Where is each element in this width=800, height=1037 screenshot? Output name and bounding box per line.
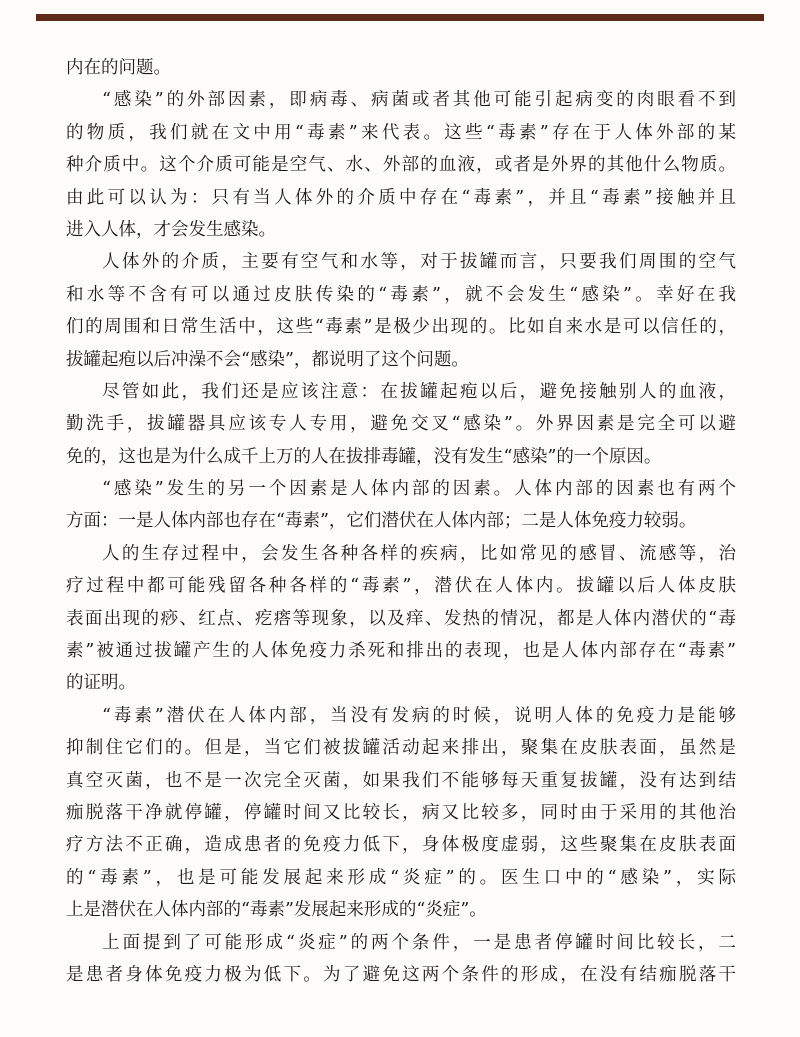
text-line: 的证明。: [66, 673, 136, 694]
text-line: 内在的问题。: [66, 58, 171, 78]
text-line: 表面出现的痧、红点、疙瘩等现象，以及痒、发热的情况，都是人体内潜伏的“毒: [66, 608, 736, 629]
text-line: 拔罐起疱以后冲澡不会“感染”，都说明了这个问题。: [66, 349, 469, 370]
text-line: 的物质，我们就在文中用“毒素”来代表。这些“毒素”存在于人体外部的某: [66, 122, 736, 143]
text-line: 免的，这也是为什么成千上万的人在拔排毒罐，没有发生“感染”的一个原因。: [66, 446, 662, 467]
text-line: 素”被通过拔罐产生的人体免疫力杀死和排出的表现，也是人体内部存在“毒素”: [66, 641, 736, 662]
text-line: 抑制住它们的。但是，当它们被拔罐活动起来排出，聚集在皮肤表面，虽然是: [66, 738, 736, 759]
text-line: 上是潜伏在人体内部的“毒素”发展起来形成的“炎症”。: [66, 900, 487, 921]
text-line: 由此可以认为：只有当人体外的介质中存在“毒素”，并且“毒素”接触并且: [66, 187, 736, 208]
text-line: 的“毒素”，也是可能发展起来形成“炎症”的。医生口中的“感染”，实际: [66, 867, 736, 888]
text-line: 进入人体，才会发生感染。: [66, 219, 276, 240]
text-line: 疗方法不正确，造成患者的免疫力低下，身体极度虚弱，这些聚集在皮肤表面: [66, 835, 736, 856]
text-line: “感染”的外部因素，即病毒、病菌或者其他可能引起病变的肉眼看不到: [102, 90, 736, 111]
text-line: 是患者身体免疫力极为低下。为了避免这两个条件的形成，在没有结痂脱落干: [66, 964, 736, 985]
text-line: 种介质中。这个介质可能是空气、水、外部的血液，或者是外界的其他什么物质。: [66, 155, 736, 176]
text-line: 人的生存过程中，会发生各种各样的疾病，比如常见的感冒、流感等，治: [102, 543, 736, 564]
text-line: 上面提到了可能形成“炎症”的两个条件，一是患者停罐时间比较长，二: [102, 932, 736, 953]
text-line: 尽管如此，我们还是应该注意：在拔罐起疱以后，避免接触别人的血液，: [102, 381, 736, 402]
text-line: “毒素”潜伏在人体内部，当没有发病的时候，说明人体的免疫力是能够: [102, 705, 736, 726]
text-line: 真空灭菌，也不是一次完全灭菌，如果我们不能够每天重复拔罐，没有达到结: [66, 770, 736, 791]
top-decorative-bar: [36, 14, 764, 21]
text-line: 方面：一是人体内部也存在“毒素”，它们潜伏在人体内部；二是人体免疫力较弱。: [66, 511, 697, 532]
text-line: 和水等不含有可以通过皮肤传染的“毒素”，就不会发生“感染”。幸好在我: [66, 284, 736, 305]
text-line: “感染”发生的另一个因素是人体内部的因素。人体内部的因素也有两个: [102, 479, 736, 500]
text-line: 勤洗手，拔罐器具应该专人专用，避免交叉“感染”。外界因素是完全可以避: [66, 414, 736, 435]
text-line: 人体外的介质，主要有空气和水等，对于拔罐而言，只要我们周围的空气: [102, 252, 736, 273]
text-line: 们的周围和日常生活中，这些“毒素”是极少出现的。比如自来水是可以信任的，: [66, 317, 736, 338]
text-line: 疗过程中都可能残留各种各样的“毒素”，潜伏在人体内。拔罐以后人体皮肤: [66, 576, 736, 597]
text-line: 痂脱落干净就停罐，停罐时间又比较长，病又比较多，同时由于采用的其他治: [66, 802, 736, 823]
body-text: [66, 52, 736, 991]
